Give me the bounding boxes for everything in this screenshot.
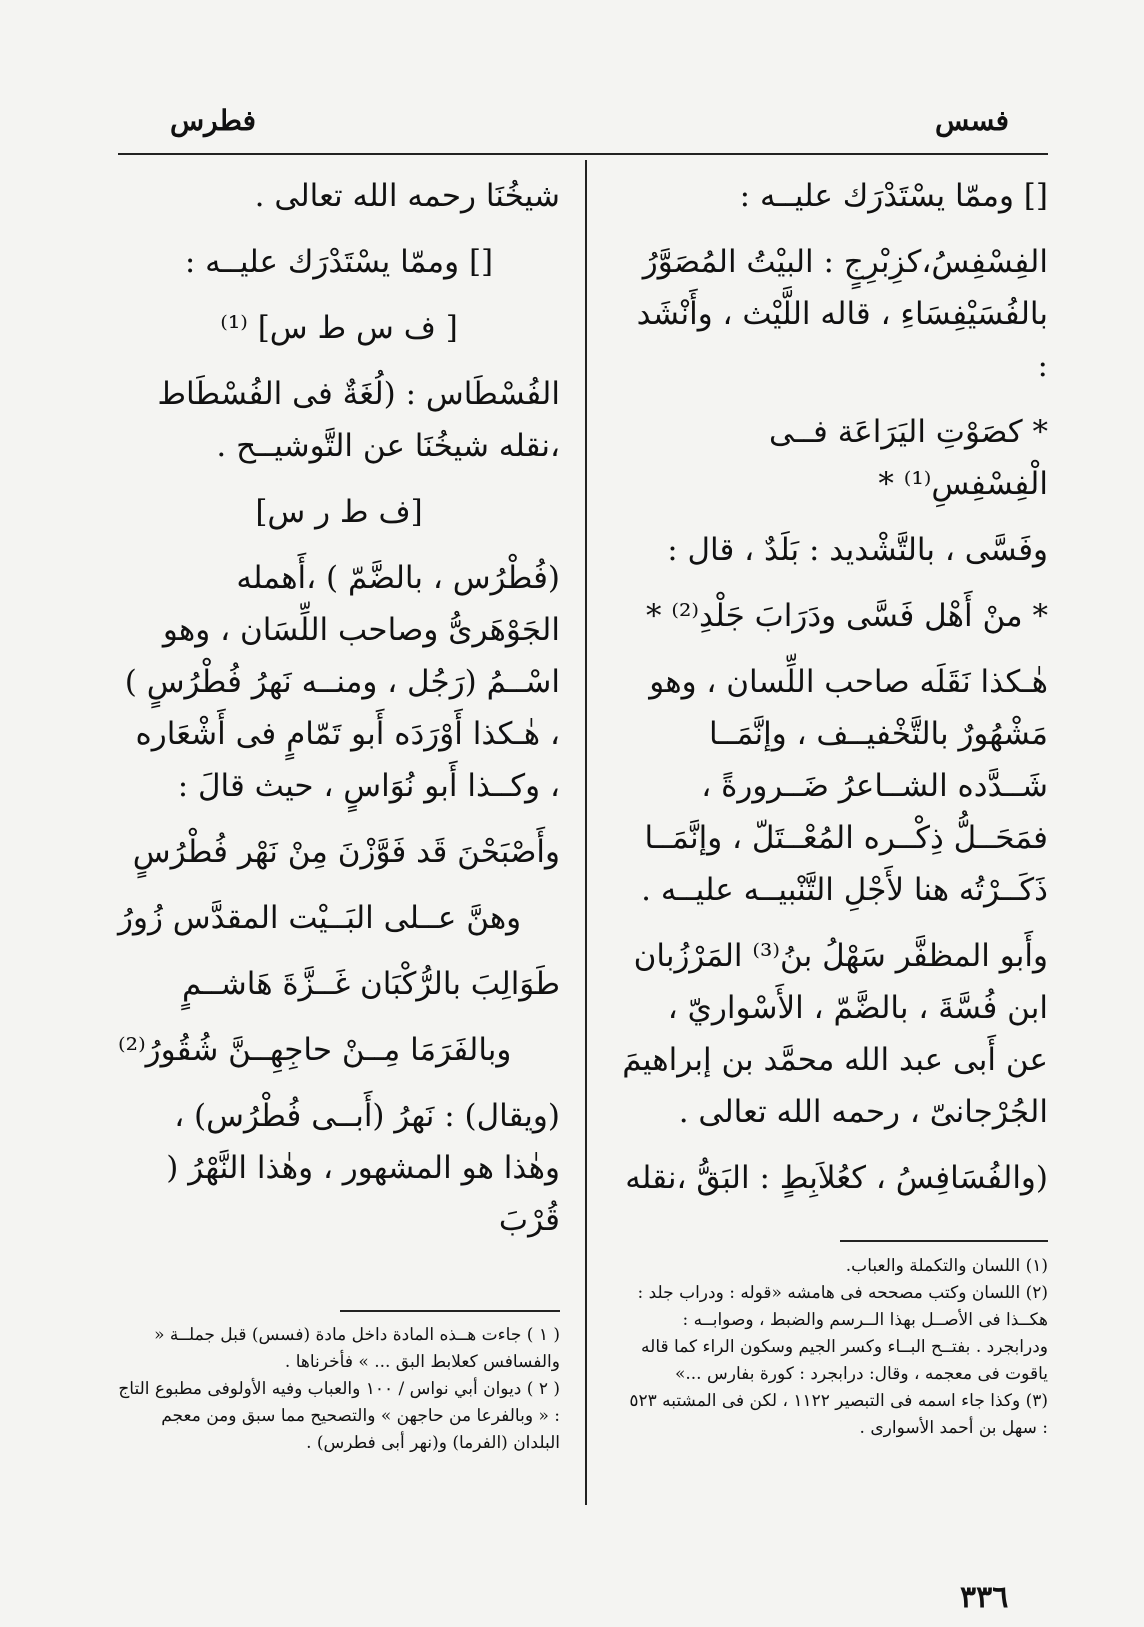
header-rule [118,153,1048,155]
footnote: ( ٢ ) ديوان أبي نواس / ١٠٠ والعباب وفيه الأولوفى مطبوع التاج : « وبالفرعا من حاجهن » والتصحيح مما سبق ومن معجم البلدان (الفرما) و(نهر أبى فطرس) . [118,1379,560,1453]
column-separator [585,160,587,1505]
paragraph: الفُسْطَاس : (لُغَةٌ فى الفُسْطَاط ،نقله شيخُنَا عن التَّوشيــح . [157,376,560,464]
paragraph: وفَسَّى ، بالتَّشْديد : بَلَدٌ ، قال : [667,532,1048,568]
entry-root-heading: [ف ط ر س] [255,494,423,530]
footnotes-right [620,1253,1048,1442]
page-number: ٣٣٦ [960,1580,1009,1615]
footnote: (٣) وكذا جاء اسمه فى التبصير ١١٢٢ ، لكن فى المشتبه ٥٢٣ : سهل بن أحمد الأسوارى . [629,1391,1048,1438]
verse-line: * كصَوْتِ اليَرَاعَة فــى الْفِسْفِسِ⁽¹⁾ * [769,414,1048,502]
running-header-left: فطرس [170,104,256,137]
entry-root-heading: [ ف س ط س] ⁽¹⁾ [220,310,458,346]
paragraph: هٰـكذا نَقَلَه صاحب اللِّسان ، وهو مَشْهُورٌ بالتَّخْفيــف ، وإنَّمَــا شَــدَّده الشــاعرُ ضَــرورةً ، فمَحَــلُّ ذِكْــره المُعْــتَلّ ، وإنَّمَــا ذَكَــرْتُه هنا لأَجْلِ التَّنْبيــه عليــه . [641,664,1048,908]
verse-line: وبالفَرَمَا مِــنْ حاجِهِــنَّ شُقُورُ⁽²⁾ [118,1032,512,1068]
footnote: (٢) اللسان وكتب مصححه فى هامشه «قوله : ودراب جلد : هكــذا فى الأصــل بهذا الــرسم والضبط ، وصوابــه : ودرابجرد . بفتــح البــاء وكسر الجيم وسكون الراء كما قاله ياقوت فى معجمه ، وقال: درابجرد : كورة بفارس ...» [637,1283,1048,1384]
footnote-rule-left [340,1310,560,1312]
verse-line: وهنَّ عــلى البَــيْت المقدَّس زُورُ [118,900,522,936]
verse-line: طَوَالِبَ بالرُّكْبَان غَــزَّةَ هَاشــمٍ [182,966,560,1002]
verse-line: وأَصْبَحْنَ قَد فَوَّزْنَ مِنْ نَهْر فُطْرُسٍ [132,834,560,870]
paragraph: (ويقال) : نَهرُ (أَبــى فُطْرُس) ، وهٰذا هو المشهور ، وهٰذا النَّهْرُ ( قُرْبَ [166,1098,560,1238]
right-column [620,170,1048,1218]
paragraph: [] وممّا يسْتَدْرَك عليــه : [739,178,1048,214]
section-heading: [] وممّا يسْتَدْرَك عليــه : [184,244,494,280]
paragraph: وأَبو المظفَّر سَهْلُ بنُ⁽³⁾ المَرْزُبان ابن فُسَّةَ ، بالضَّمّ ، الأَسْواريّ ، عن أَبى عبد الله محمَّد بن إبراهيمَ الجُرْجانىّ ، رحمه الله تعالى . [622,938,1048,1130]
footnote-rule-right [840,1240,1048,1242]
paragraph: شيخُنَا رحمه الله تعالى . [254,178,560,214]
paragraph: (فُطْرُس ، بالضَّمّ ) ،أَهمله الجَوْهَرىُّ وصاحب اللِّسَان ، وهو اسْــمُ (رَجُل ، ومنــه نَهرُ فُطْرُسٍ ) ، هٰـكذا أَوْرَدَه أَبو تَمّامٍ فى أَشْعَاره ، وكــذا أَبو نُوَاسٍ ، حيث قالَ : [124,560,560,804]
paragraph: (والفُسَافِسُ ، كعُلاَبِطٍ : البَقُّ ،نقله [625,1160,1048,1196]
verse-line: * منْ أَهْل فَسَّى ودَرَابَ جَلْدِ⁽²⁾ * [646,598,1048,634]
footnotes-left [118,1322,560,1457]
footnote: ( ١ ) جاءت هــذه المادة داخل مادة (فسس) قبل جملــة « والفسافس كعلابط البق ... » فأخرناها . [154,1325,560,1372]
running-header-right: فسس [935,104,1010,137]
paragraph: الفِسْفِسُ،كزِبْرِجٍ : البيْتُ المُصَوَّرُ بالفُسَيْفِسَاءِ ، قاله اللَّيْث ، وأَنْشَد : [636,244,1048,384]
footnote: (١) اللسان والتكملة والعباب. [845,1256,1048,1276]
left-column [118,170,560,1260]
